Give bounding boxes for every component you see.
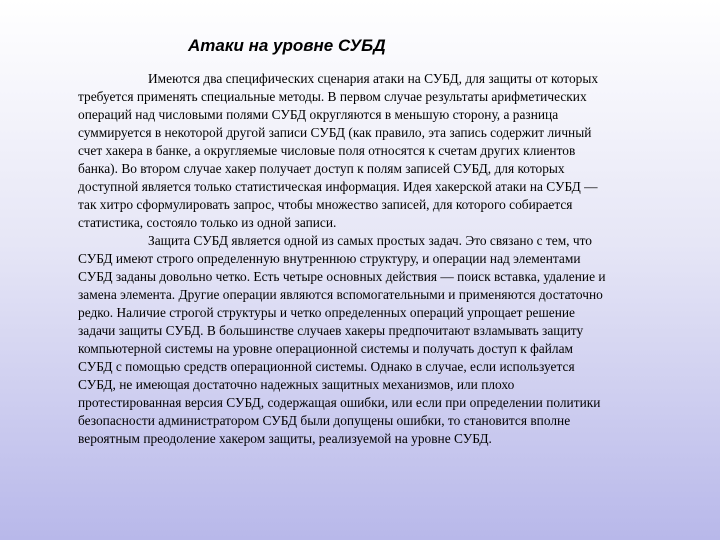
- paragraph-attack-scenarios: Имеются два специфических сценария атаки на СУБД, для защиты от которых требуется применять специальные методы. В первом случае результаты арифметических операций над числовыми полями СУБД округляются в меньшую сторону, а разница суммируется в некоторой другой записи СУБД (как правило, эта запись содержит личный счет хакера в банке, а округляемые числовые поля относятся к счетам других клиентов банка). Во втором случае хакер получает доступ к полям записей СУБД, для которых доступной является только статистическая информация. Идея хакерской атаки на СУБД — так хитро сформулировать запрос, чтобы множество записей, для которого собирается статистика, состояло только из одной записи.: [78, 71, 599, 230]
- paragraph-dbms-protection: Защита СУБД является одной из самых простых задач. Это связано с тем, что СУБД имеют строго определенную внутреннюю структуру, и операции над элементами СУБД заданы довольно четко. Есть четыре основных действия — поиск вставка, удаление и замена элемента. Другие операции являются вспомогательными и применяются достаточно редко. Наличие строгой структуры и четко определенных операций упрощает решение задачи защиты СУБД. В большинстве случаев хакеры предпочитают взламывать защиту компьютерной системы на уровне операционной системы и получать доступ к файлам СУБД с помощью средств операционной системы. Однако в случае, если используется СУБД, не имеющая достаточно надежных защитных механизмов, или плохо протестированная версия СУБД, содержащая ошибки, или если при определении политики безопасности администратором СУБД были допущены ошибки, то становится вполне вероятным преодоление хакером защиты, реализуемой на уровне СУБД.: [78, 233, 606, 446]
- slide-body: [78, 70, 608, 448]
- slide-title: Атаки на уровне СУБД: [188, 36, 386, 55]
